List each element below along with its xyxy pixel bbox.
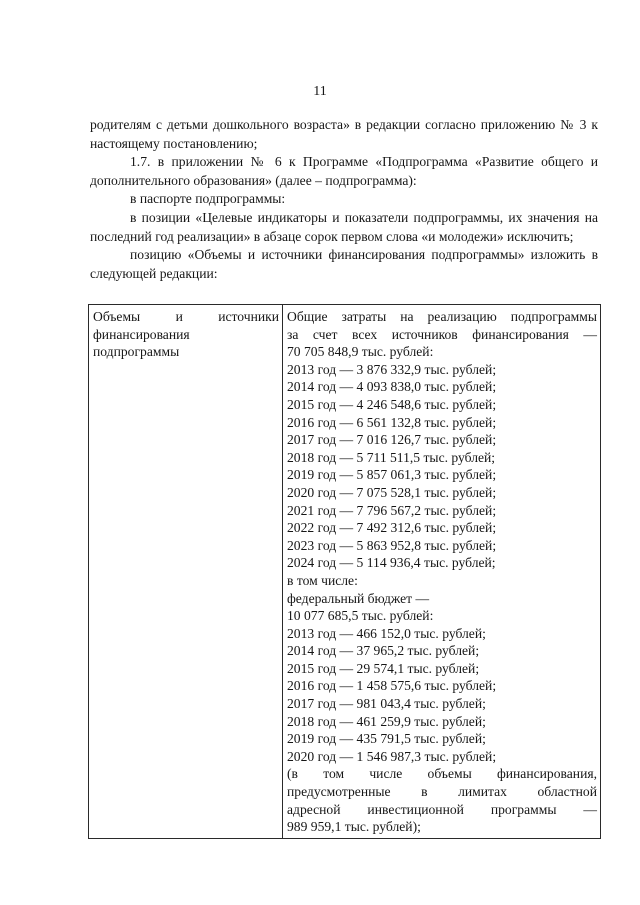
- paragraph-item-1-7: 1.7. в приложении № 6 к Программе «Подпрограмма «Развитие общего и дополнительного образования» (далее – подпрограмма):: [90, 154, 598, 188]
- table-cell-label: [89, 305, 283, 839]
- page-number: 11: [313, 84, 327, 99]
- label-line: подпрограммы: [93, 344, 180, 360]
- paragraph-continuation: родителям с детьми дошкольного возраста» в редакции согласно приложению № 3 к настоящему постановлению;: [90, 117, 598, 151]
- value-line: за счет всех источников финансирования —: [287, 326, 597, 342]
- value-line: 989 959,1 тыс. рублей);: [287, 819, 421, 835]
- value-line: 2013 год — 3 876 332,9 тыс. рублей;: [287, 361, 497, 377]
- body-text: [90, 116, 598, 283]
- value-line: предусмотренные в лимитах областной: [287, 784, 597, 800]
- table-cell-value: [283, 305, 601, 839]
- value-line: Общие затраты на реализацию подпрограммы: [287, 309, 597, 324]
- value-line: 10 077 685,5 тыс. рублей:: [287, 608, 434, 624]
- value-line: 2017 год — 981 043,4 тыс. рублей;: [287, 696, 486, 712]
- value-line: 2018 год — 461 259,9 тыс. рублей;: [287, 713, 486, 729]
- value-line: 2016 год — 1 458 575,6 тыс. рублей;: [287, 678, 497, 694]
- value-line: 2020 год — 7 075 528,1 тыс. рублей;: [287, 484, 497, 500]
- value-line: 2015 год — 29 574,1 тыс. рублей;: [287, 660, 480, 676]
- value-line: 2021 год — 7 796 567,2 тыс. рублей;: [287, 502, 497, 518]
- value-line: 2022 год — 7 492 312,6 тыс. рублей;: [287, 520, 497, 536]
- value-line: 2016 год — 6 561 132,8 тыс. рублей;: [287, 414, 497, 430]
- paragraph-indicators: в позиции «Целевые индикаторы и показатели подпрограммы, их значения на последний год реализации» в абзаце сорок первом слова «и молодежи» исключить;: [90, 209, 598, 244]
- value-line: 2019 год — 435 791,5 тыс. рублей;: [287, 731, 486, 747]
- value-line: в том числе:: [287, 572, 358, 588]
- value-line: 2024 год — 5 114 936,4 тыс. рублей;: [287, 555, 496, 571]
- value-line: 2019 год — 5 857 061,3 тыс. рублей;: [287, 467, 497, 483]
- value-line: 2013 год — 466 152,0 тыс. рублей;: [287, 625, 486, 641]
- value-line: 2020 год — 1 546 987,3 тыс. рублей;: [287, 748, 497, 764]
- table-row: [89, 305, 601, 839]
- label-line: Объемы и источники: [93, 309, 279, 324]
- label-line: финансирования: [93, 326, 190, 342]
- value-line: 2018 год — 5 711 511,5 тыс. рублей;: [287, 449, 496, 465]
- value-line: 2014 год — 37 965,2 тыс. рублей;: [287, 643, 480, 659]
- paragraph-position: позицию «Объемы и источники финансирования подпрограммы» изложить в следующей редакции:: [90, 247, 598, 281]
- value-line: 70 705 848,9 тыс. рублей:: [287, 344, 434, 360]
- value-line: 2014 год — 4 093 838,0 тыс. рублей;: [287, 379, 497, 395]
- value-line: 2017 год — 7 016 126,7 тыс. рублей;: [287, 432, 497, 448]
- value-line: 2015 год — 4 246 548,6 тыс. рублей;: [287, 396, 497, 412]
- funding-table: [88, 304, 601, 839]
- value-line: 2023 год — 5 863 952,8 тыс. рублей;: [287, 537, 497, 553]
- value-line: адресной инвестиционной программы —: [287, 801, 597, 817]
- value-line: федеральный бюджет —: [287, 590, 430, 606]
- value-line: (в том числе объемы финансирования,: [287, 766, 597, 782]
- paragraph-passport: в паспорте подпрограммы:: [130, 191, 286, 207]
